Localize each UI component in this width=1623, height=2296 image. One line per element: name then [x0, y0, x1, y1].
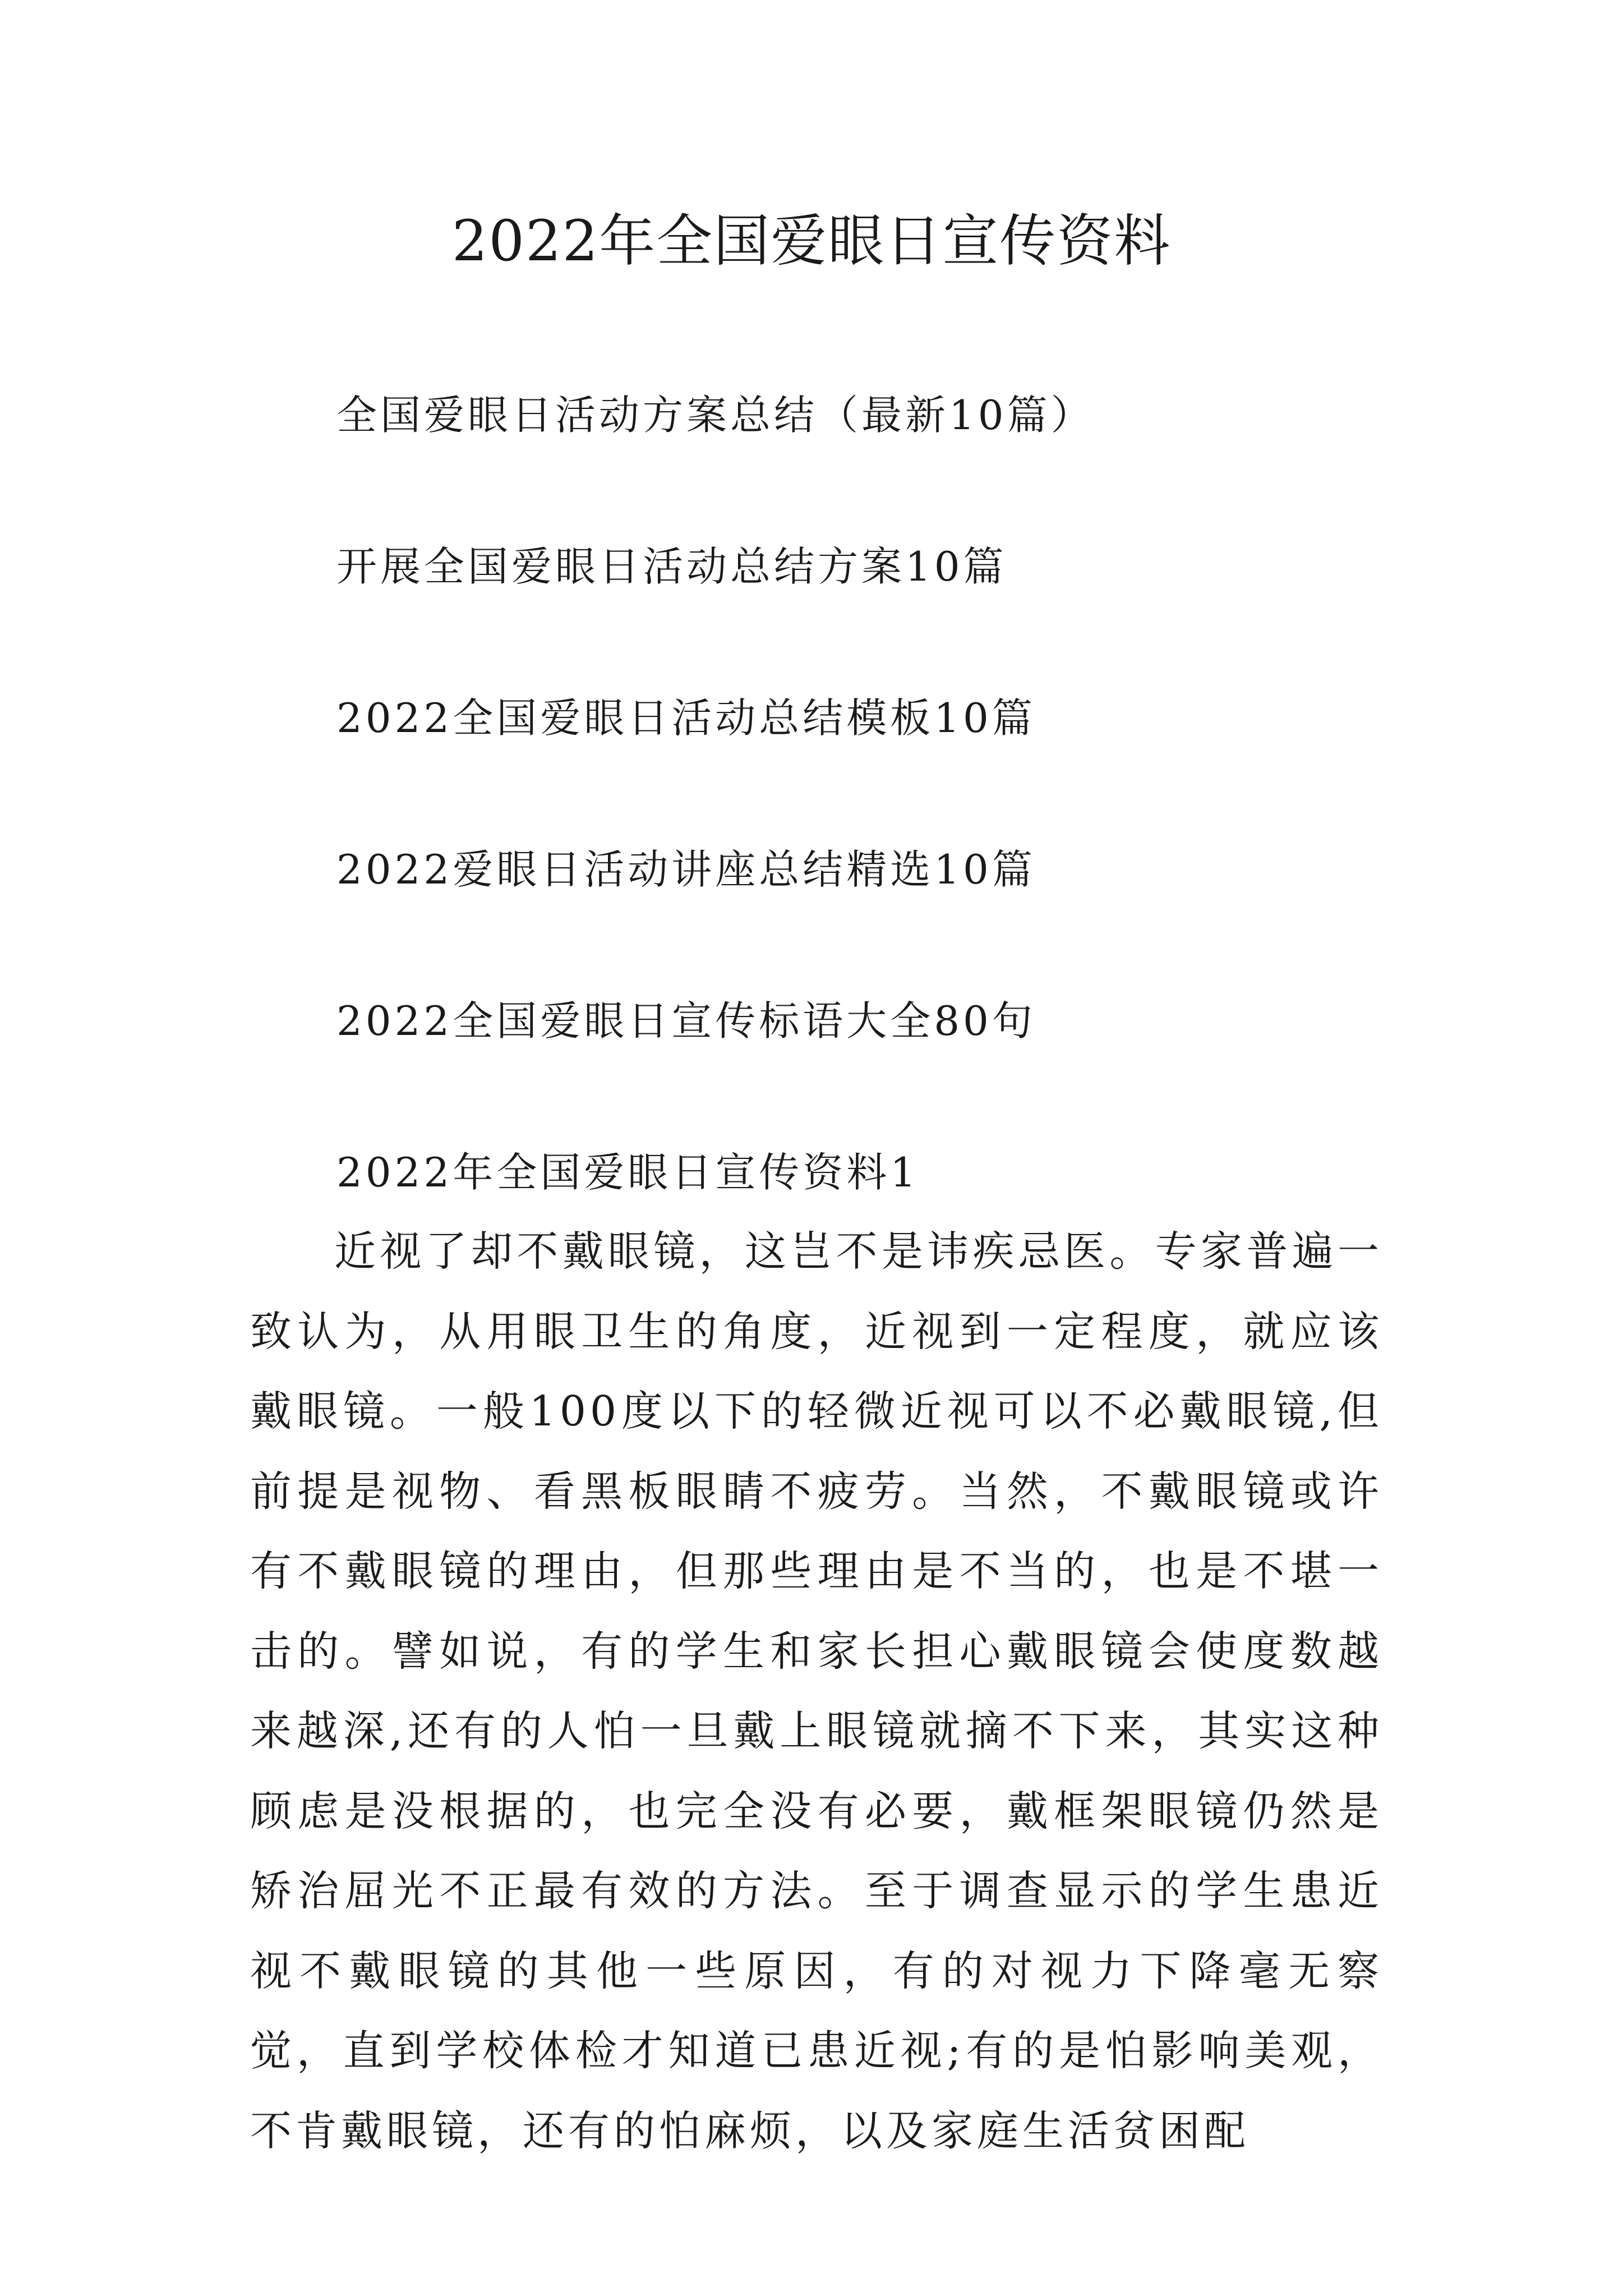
section-heading: 2022年全国爱眼日宣传资料1: [336, 1149, 920, 1196]
table-of-contents: [336, 376, 1095, 1133]
toc-item: 2022全国爱眼日宣传标语大全80句: [336, 997, 1036, 1045]
body-paragraph: 近视了却不戴眼镜，这岂不是讳疾忌医。专家普遍一致认为，从用眼卫生的角度，近视到一定程度，就应该戴眼镜。一般100度以下的轻微近视可以不必戴眼镜,但前提是视物、看黑板眼睛不疲劳。当然，不戴眼镜或许有不戴眼镜的理由，但那些理由是不当的，也是不堪一击的。譬如说，有的学生和家长担心戴眼镜会使度数越来越深,还有的人怕一旦戴上眼镜就摘不下来，其实这种顾虑是没根据的，也完全没有必要，戴框架眼镜仍然是矫治屈光不正最有效的方法。至于调查显示的学生患近视不戴眼镜的其他一些原因，有的对视力下降毫无察觉，直到学校体检才知道已患近视;有的是怕影响美观，不肯戴眼镜，还有的怕麻烦，以及家庭生活贫困配: [250, 1227, 1383, 2155]
toc-item: 全国爱眼日活动方案总结（最新10篇）: [336, 392, 1095, 439]
toc-item: 开展全国爱眼日活动总结方案10篇: [336, 543, 1007, 590]
toc-item: 2022全国爱眼日活动总结模板10篇: [336, 694, 1036, 742]
document-title: 2022年全国爱眼日宣传资料: [451, 208, 1172, 274]
toc-item: 2022爱眼日活动讲座总结精选10篇: [336, 846, 1036, 893]
